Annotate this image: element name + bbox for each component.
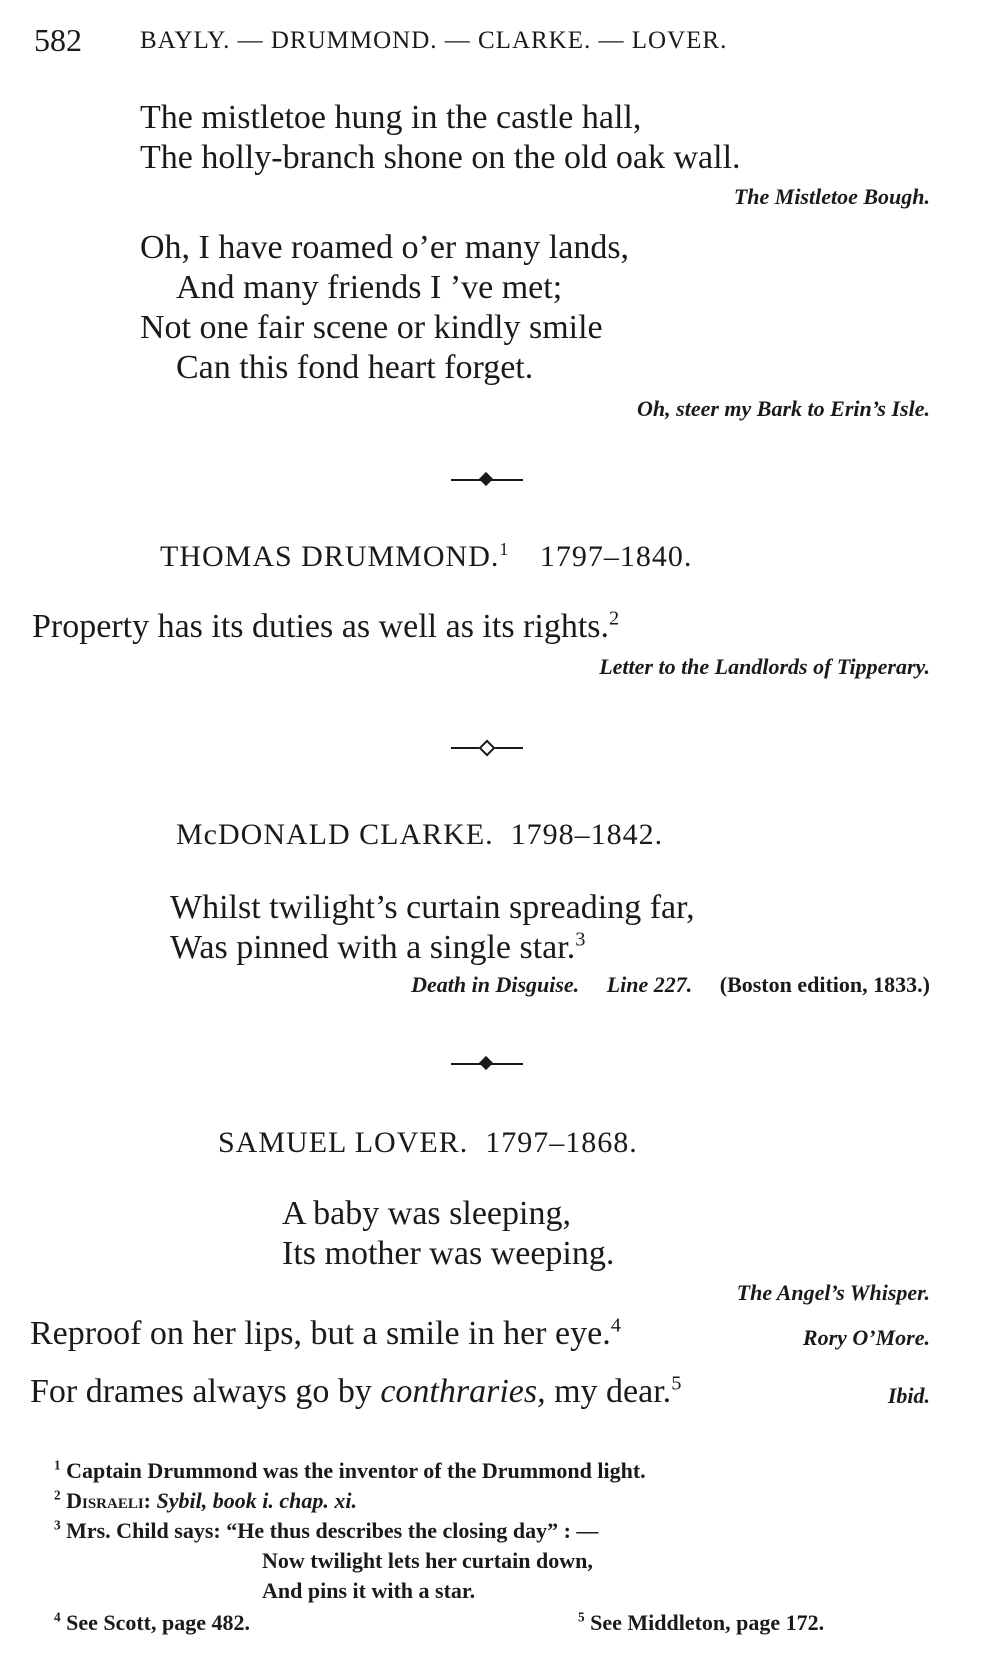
footnote: $^3$ Mrs. Child says: “He thus describes the closing day” : — bbox=[54, 1517, 599, 1543]
author-heading: McDONALD CLARKE. 1798–1842. bbox=[176, 818, 664, 851]
footnote-ref: 4 bbox=[610, 1314, 621, 1337]
footnote-ref: 5 bbox=[671, 1372, 682, 1395]
footnote-verse: Now twilight lets her curtain down, bbox=[262, 1548, 593, 1573]
verse-line: And many friends I ’ve met; bbox=[176, 269, 563, 306]
verse-line: Can this fond heart forget. bbox=[176, 349, 534, 386]
verse-line: The mistletoe hung in the castle hall, bbox=[140, 99, 642, 136]
footnote: $^2$ Disraeli: Sybil, book i. chap. xi. bbox=[54, 1487, 357, 1513]
verse-line: Oh, I have roamed o’er many lands, bbox=[140, 229, 630, 266]
quote-text: Reproof on her lips, but a smile in her eye.$^4$ bbox=[30, 1314, 621, 1352]
verse-line: Not one fair scene or kindly smile bbox=[140, 309, 603, 346]
footnote: $^1$ Captain Drummond was the inventor of the Drummond light. bbox=[54, 1457, 646, 1483]
footnote: $^4$ See Scott, page 482. bbox=[54, 1609, 251, 1635]
quote-source: The Angel’s Whisper. bbox=[736, 1280, 930, 1305]
quote-source: Ibid. bbox=[887, 1383, 930, 1408]
quote-source: Death in Disguise. Line 227. (Boston edition, 1833.) bbox=[411, 972, 930, 997]
verse-line: Its mother was weeping. bbox=[282, 1235, 615, 1272]
quote-source: Letter to the Landlords of Tipperary. bbox=[599, 654, 930, 679]
quote-text: Property has its duties as well as its rights.$^2$ bbox=[32, 607, 620, 645]
quote-source: Rory O’More. bbox=[802, 1325, 930, 1350]
quote-source: Oh, steer my Bark to Erin’s Isle. bbox=[637, 396, 930, 421]
footnote: $^5$ See Middleton, page 172. bbox=[578, 1609, 825, 1635]
verse-line: A baby was sleeping, bbox=[282, 1195, 571, 1232]
quote-text: For drames always go by conthraries, my dear.$^5$ bbox=[30, 1372, 682, 1410]
author-heading bbox=[160, 540, 692, 574]
author-name: THOMAS DRUMMOND. bbox=[160, 540, 500, 573]
quote-source: The Mistletoe Bough. bbox=[733, 184, 930, 209]
footnote-ref: 3 bbox=[575, 928, 586, 951]
page-number: 582 bbox=[34, 22, 82, 58]
footnote-ref: 1 bbox=[499, 539, 510, 559]
verse-line: Was pinned with a single star.$^3$ bbox=[170, 928, 586, 966]
verse-line: Whilst twilight’s curtain spreading far, bbox=[170, 889, 695, 926]
footnote-ref: 2 bbox=[609, 607, 620, 630]
footnote-verse: And pins it with a star. bbox=[262, 1578, 476, 1603]
author-dates: 1797–1840. bbox=[539, 540, 693, 573]
verse-line: The holly-branch shone on the old oak wall. bbox=[140, 139, 741, 176]
running-title: BAYLY. — DRUMMOND. — CLARKE. — LOVER. bbox=[140, 27, 728, 54]
author-heading: SAMUEL LOVER. 1797–1868. bbox=[218, 1126, 638, 1159]
